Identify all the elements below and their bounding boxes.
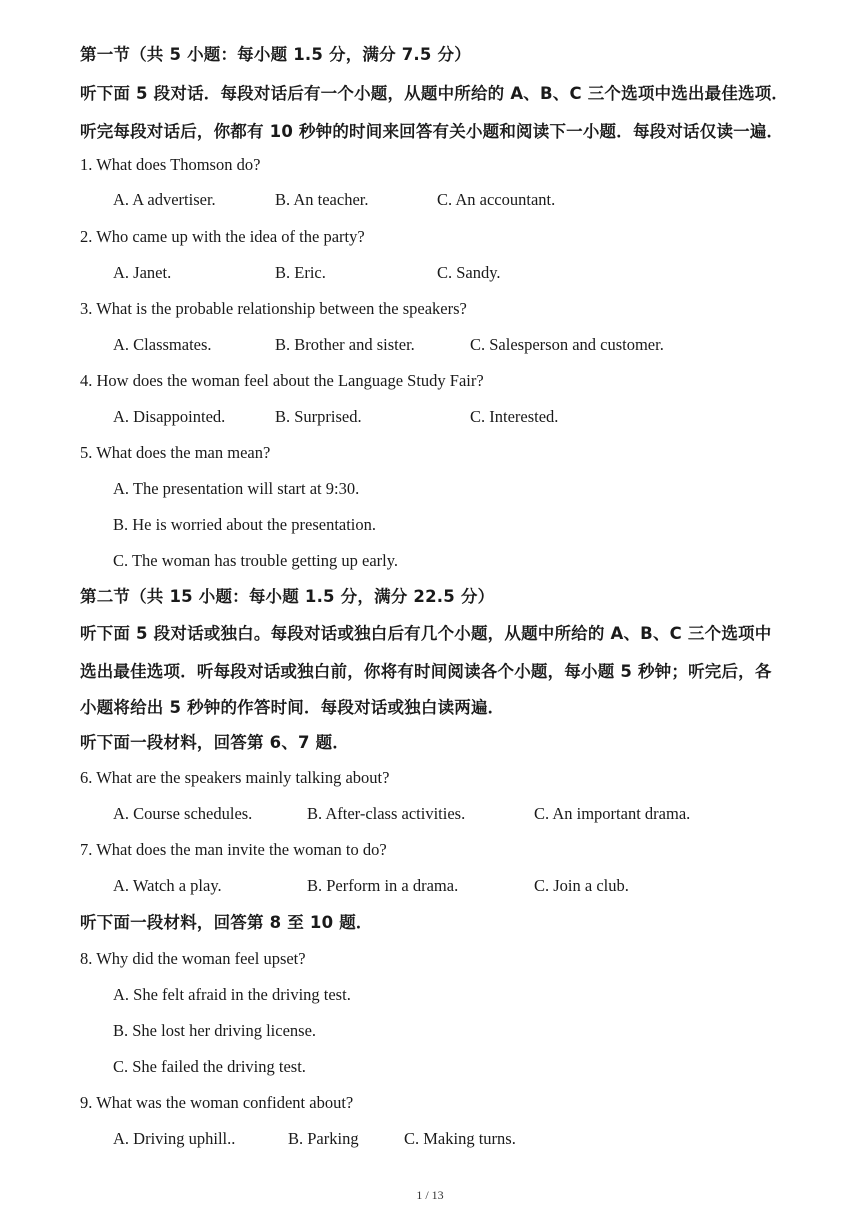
- question-4: 4. How does the woman feel about the Language Study Fair?: [80, 371, 484, 390]
- question-1: 1. What does Thomson do?: [80, 155, 261, 174]
- section-2-instruction-line: 小题将给出 5 秒钟的作答时间．每段对话或独白读两遍．: [80, 698, 505, 717]
- q9-option-a: A. Driving uphill..: [113, 1129, 236, 1148]
- q3-option-b: B. Brother and sister.: [275, 335, 415, 354]
- section-1-instruction-line: 听完每段对话后，你都有 10 秒钟的时间来回答有关小题和阅读下一小题．每段对话仅读一遍．: [80, 122, 784, 141]
- section-2-title: 第二节（共 15 小题：每小题 1.5 分，满分 22.5 分）: [80, 587, 495, 606]
- q4-option-b: B. Surprised.: [275, 407, 362, 426]
- q7-option-b: B. Perform in a drama.: [307, 876, 459, 895]
- q1-option-b: B. An teacher.: [275, 190, 369, 209]
- question-8: 8. Why did the woman feel upset?: [80, 949, 306, 968]
- q9-option-b: B. Parking: [288, 1129, 359, 1148]
- q6-option-a: A. Course schedules.: [113, 804, 253, 823]
- q6-option-b: B. After-class activities.: [307, 804, 466, 823]
- q1-option-a: A. A advertiser.: [113, 190, 216, 209]
- question-2: 2. Who came up with the idea of the party?: [80, 227, 365, 246]
- material-heading: 听下面一段材料，回答第 8 至 10 题．: [80, 913, 373, 932]
- section-2-instruction-line: 听下面 5 段对话或独白。每段对话或独白后有几个小题，从题中所给的 A、B、C 三个选项中: [80, 624, 772, 643]
- q2-option-c: C. Sandy.: [437, 263, 501, 282]
- q3-option-c: C. Salesperson and customer.: [470, 335, 664, 354]
- q8-option-a: A. She felt afraid in the driving test.: [113, 985, 351, 1004]
- q3-option-a: A. Classmates.: [113, 335, 212, 354]
- q8-option-b: B. She lost her driving license.: [113, 1021, 317, 1040]
- q4-option-a: A. Disappointed.: [113, 407, 226, 426]
- q8-option-c: C. She failed the driving test.: [113, 1057, 306, 1076]
- q7-option-a: A. Watch a play.: [113, 876, 222, 895]
- q4-option-c: C. Interested.: [470, 407, 559, 426]
- q5-option-c: C. The woman has trouble getting up early.: [113, 551, 399, 570]
- question-6: 6. What are the speakers mainly talking about?: [80, 768, 390, 787]
- section-1-instruction-line: 听下面 5 段对话．每段对话后有一个小题，从题中所给的 A、B、C 三个选项中选出最佳选项．: [80, 84, 789, 103]
- q7-option-c: C. Join a club.: [534, 876, 629, 895]
- material-heading: 听下面一段材料，回答第 6、7 题．: [80, 733, 350, 752]
- q2-option-b: B. Eric.: [275, 263, 326, 282]
- question-5: 5. What does the man mean?: [80, 443, 271, 462]
- q5-option-b: B. He is worried about the presentation.: [113, 515, 377, 534]
- question-9: 9. What was the woman confident about?: [80, 1093, 354, 1112]
- section-2-instruction-line: 选出最佳选项．听每段对话或独白前，你将有时间阅读各个小题，每小题 5 秒钟；听完后，各: [80, 662, 772, 681]
- q9-option-c: C. Making turns.: [404, 1129, 516, 1148]
- question-3: 3. What is the probable relationship between the speakers?: [80, 299, 467, 318]
- q1-option-c: C. An accountant.: [437, 190, 556, 209]
- q5-option-a: A. The presentation will start at 9:30.: [113, 479, 360, 498]
- q6-option-c: C. An important drama.: [534, 804, 691, 823]
- page-number: 1 / 13: [416, 1188, 444, 1202]
- q2-option-a: A. Janet.: [113, 263, 172, 282]
- question-7: 7. What does the man invite the woman to do?: [80, 840, 387, 859]
- section-1-title: 第一节（共 5 小题：每小题 1.5 分，满分 7.5 分）: [80, 45, 471, 64]
